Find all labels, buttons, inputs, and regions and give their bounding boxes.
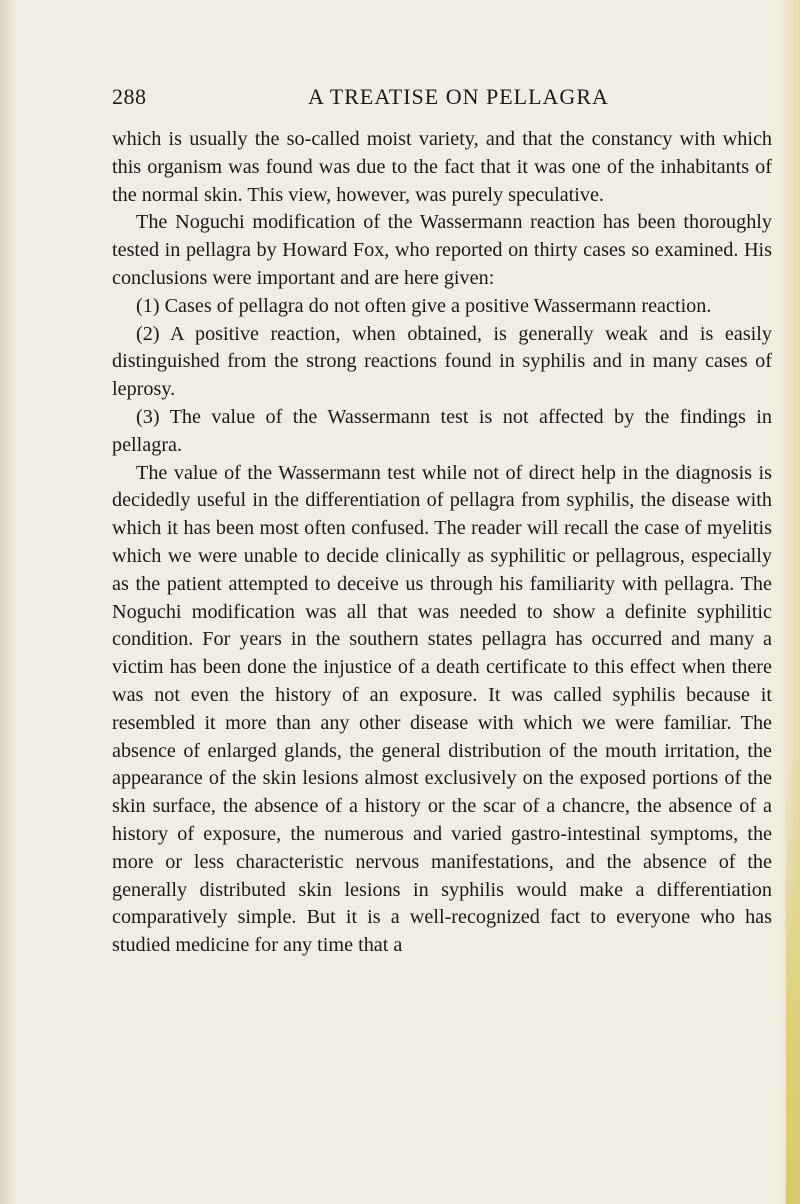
page-header [112, 84, 772, 114]
paragraph-differentiation: The value of the Wassermann test while not of direct help in the diagnosis is decidedly useful in the differentiation of pellagra from syphilis, the disease with which it has been most often confused. The reader will recall the case of myelitis which we were unable to decide clinically as syphilitic or pellagrous, especially as the patient attempted to deceive us through his familiarity with pellagra. The Noguchi modification was all that was needed to show a definite syphilitic condition. For years in the southern states pellagra has occurred and many a victim has been done the injustice of a death certificate to this effect when there was not even the history of an exposure. It was called syphilis because it resembled it more than any other disease with which we were familiar. The absence of enlarged glands, the general distribution of the mouth irritation, the appearance of the skin lesions almost exclusively on the exposed portions of the skin surface, the absence of a history or the scar of a chancre, the absence of a history of exposure, the numerous and varied gastro-intestinal symptoms, the more or less characteristic nervous manifestations, and the absence of the generally distributed skin lesions in syphilis would make a differentiation comparatively simple. But it is a well-recognized fact to everyone who has studied medicine for any time that a [112, 461, 772, 957]
conclusion-2: (2) A positive reaction, when obtained, is generally weak and is easily distinguished from the strong reactions found in syphilis and in many cases of leprosy. [112, 322, 772, 401]
body-text [112, 126, 772, 960]
paragraph-continuation: which is usually the so-called moist variety, and that the constancy with which this organism was found was due to the fact that it was one of the inhabitants of the normal skin. This view, however, was purely speculative. [112, 128, 772, 206]
page-edge-stain [786, 760, 800, 1204]
page-gutter-shadow [0, 0, 16, 1204]
conclusion-1: (1) Cases of pellagra do not often give a positive Wassermann reaction. [136, 294, 712, 317]
running-head: A TREATISE ON PELLAGRA [308, 84, 609, 109]
conclusion-3: (3) The value of the Wassermann test is not affected by the findings in pellagra. [112, 405, 772, 456]
page-number: 288 [112, 84, 147, 109]
paragraph-noguchi-intro: The Noguchi modification of the Wassermann reaction has been thoroughly tested in pellagra by Howard Fox, who reported on thirty cases so examined. His conclusions were important and are here given: [112, 211, 772, 289]
